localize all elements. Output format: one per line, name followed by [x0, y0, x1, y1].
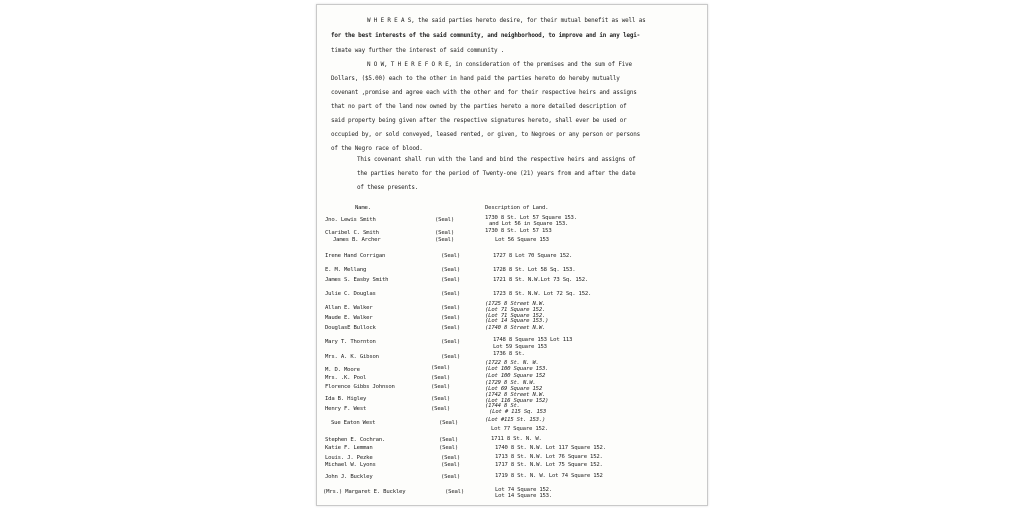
name-column-header: Name. — [355, 205, 371, 211]
signatory-name: Maude E. Walker — [325, 315, 373, 321]
signatory-seal: (Seal) — [439, 445, 459, 451]
signatory-name: Stephen E. Cochran. — [325, 437, 386, 443]
land-description: 1713 8 St. N.W. Lot 76 Square 152. — [495, 454, 603, 460]
land-description: 1723 8 St. N.W. Lot 72 Sq. 152. — [493, 291, 592, 297]
paragraph-line-11: This covenant shall run with the land and bind the respective heirs and assigns of — [357, 157, 636, 163]
signatory-name: John J. Buckley — [325, 474, 373, 480]
signatory-name: Henry F. West — [325, 406, 367, 412]
signatory-seal: (Seal) — [441, 305, 461, 311]
paragraph-line-5: Dollars, ($5.00) each to the other in hand paid the parties hereto do hereby mutually — [331, 76, 620, 82]
land-description: 1728 8 St. Lot 58 Sq. 153. — [493, 267, 576, 273]
signatory-seal: (Seal) — [441, 474, 461, 480]
signatory-name: Florence Gibbs Johnson — [325, 384, 395, 390]
signatory-name: Mary T. Thornton — [325, 339, 376, 345]
signatory-seal: (Seal) — [431, 375, 451, 381]
signatory-seal: (Seal) — [441, 253, 461, 259]
land-description: 1748 8 Square 153 Lot 113 — [493, 337, 573, 343]
signatory-name: E. M. Mellang — [325, 267, 367, 273]
land-description: 1711 8 St. N. W. — [491, 436, 542, 442]
land-description: (1722 8 St. N. W. — [485, 360, 539, 366]
land-description: (1729 8 St. N.W. — [485, 380, 536, 386]
signatory-seal: (Seal) — [431, 396, 451, 402]
land-description: (Lot # 115 Sq. 153 — [489, 409, 547, 415]
paragraph-line-12: the parties hereto for the period of Twenty-one (21) years from and after the date — [357, 171, 636, 177]
land-description: (1744 8 St. — [485, 403, 520, 409]
land-description: (Lot #115 St. 153.) — [485, 417, 546, 423]
signatory-name: Jno. Lewis Smith — [325, 217, 376, 223]
signatory-name: (Mrs.) Margaret E. Buckley — [323, 489, 406, 495]
signatory-seal: (Seal) — [431, 365, 451, 371]
signatory-seal: (Seal) — [431, 384, 451, 390]
signatory-name: Mrs. .K. Pool — [325, 375, 367, 381]
signatory-name: Katie F. Lemman — [325, 445, 373, 451]
land-description: (Lot 71 Square 152. — [485, 313, 546, 319]
land-description: (Lot 116 Square 152) — [485, 398, 549, 404]
land-description: (1725 8 Street N.W. — [485, 301, 546, 307]
signatory-seal: (Seal) — [435, 217, 455, 223]
land-description: 1719 8 St. N. W. Lot 74 Square 152 — [495, 473, 603, 479]
signatory-name: Allan E. Walker — [325, 305, 373, 311]
paragraph-line-13: of these presents. — [357, 185, 419, 191]
land-description: Lot 14 Square 153. — [495, 493, 553, 499]
signatory-seal: (Seal) — [441, 277, 461, 283]
signatory-seal: (Seal) — [441, 315, 461, 321]
land-description: 1736 8 St. — [493, 351, 525, 357]
land-description: 1730 8 St. Lot 57 Square 153. — [485, 215, 577, 221]
paragraph-line-10: of the Negro race of blood. — [331, 146, 423, 152]
signatory-name: Sue Eaton West — [331, 420, 376, 426]
signatory-seal: (Seal) — [435, 237, 455, 243]
paragraph-line-3: timate way further the interest of said community . — [331, 48, 505, 54]
land-description: 1721 8 St. N.W.Lot 73 Sq. 152. — [493, 277, 589, 283]
paragraph-line-2: for the best interests of the said community, and neighborhood, to improve and in any legi- — [331, 33, 641, 39]
paragraph-line-8: said property being given after the respective signatures hereto, shall ever be used or — [331, 118, 627, 124]
land-description: (Lot 14 Square 153.) — [485, 318, 549, 324]
land-description: 1717 8 St. N.W. Lot 75 Square 152. — [495, 462, 603, 468]
land-description: (Lot 100 Square 152 — [485, 373, 546, 379]
paragraph-line-1: W H E R E A S, the said parties hereto desire, for their mutual benefit as well as — [367, 18, 646, 24]
signatory-name: Louis. J. Pezke — [325, 455, 373, 461]
signatory-name: James S. Easby Smith — [325, 277, 389, 283]
land-description: (Lot 69 Square 152 — [485, 386, 543, 392]
land-description: and Lot 56 in Square 153. — [489, 221, 569, 227]
land-description: Lot 56 Square 153 — [495, 237, 549, 243]
signatory-name: James B. Archer — [333, 237, 381, 243]
signatory-seal: (Seal) — [441, 325, 461, 331]
signatory-name: Ida B. Higley — [325, 396, 367, 402]
signatory-name: DouglasE Bullock — [325, 325, 376, 331]
signatory-name: Michael W. Lyons — [325, 462, 376, 468]
signatory-seal: (Seal) — [441, 267, 461, 273]
land-description: Lot 74 Square 152. — [495, 487, 553, 493]
document-page — [316, 4, 708, 506]
land-description: 1740 8 St. N.W. Lot 117 Square 152. — [495, 445, 606, 451]
signatory-seal: (Seal) — [445, 489, 465, 495]
signatory-seal: (Seal) — [441, 291, 461, 297]
signatory-name: M. D. Moore — [325, 367, 360, 373]
land-description: 1727 8 Lot 70 Square 152. — [493, 253, 573, 259]
paragraph-line-6: covenant ,promise and agree each with the other and for their respective heirs and assigns — [331, 90, 637, 96]
land-description: (Lot 100 Square 153. — [485, 366, 549, 372]
signatory-seal: (Seal) — [439, 437, 459, 443]
signatory-seal: (Seal) — [441, 462, 461, 468]
paragraph-line-7: that no part of the land now owned by the parties hereto a more detailed description of — [331, 104, 627, 110]
land-description: (1740 8 Street N.W. — [485, 325, 546, 331]
signatory-name: Julie C. Douglas — [325, 291, 376, 297]
signatory-seal: (Seal) — [439, 420, 459, 426]
land-description: (1742 8 Street N.W. — [485, 392, 546, 398]
signatory-seal: (Seal) — [441, 354, 461, 360]
signatory-name: Irene Hand Corrigan — [325, 253, 386, 259]
description-column-header: Description of Land. — [485, 205, 549, 211]
signatory-name: Claribel C. Smith — [325, 230, 379, 236]
land-description: Lot 59 Square 153 — [493, 344, 547, 350]
land-description: (Lot 71 Square 152. — [485, 307, 546, 313]
signatory-seal: (Seal) — [441, 455, 461, 461]
paragraph-line-9: occupied by, or sold conveyed, leased rented, or given, to Negroes or any person or persons — [331, 132, 641, 138]
land-description: 1730 8 St. Lot 57 153 — [485, 228, 552, 234]
paragraph-line-4: N O W, T H E R E F O R E, in consideration of the premises and the sum of Five — [367, 62, 632, 68]
signatory-name: Mrs. A. K. Gibson — [325, 354, 379, 360]
signatory-seal: (Seal) — [431, 406, 451, 412]
land-description: Lot 77 Square 152. — [491, 426, 549, 432]
signatory-seal: (Seal) — [441, 339, 461, 345]
signatory-seal: (Seal) — [435, 230, 455, 236]
